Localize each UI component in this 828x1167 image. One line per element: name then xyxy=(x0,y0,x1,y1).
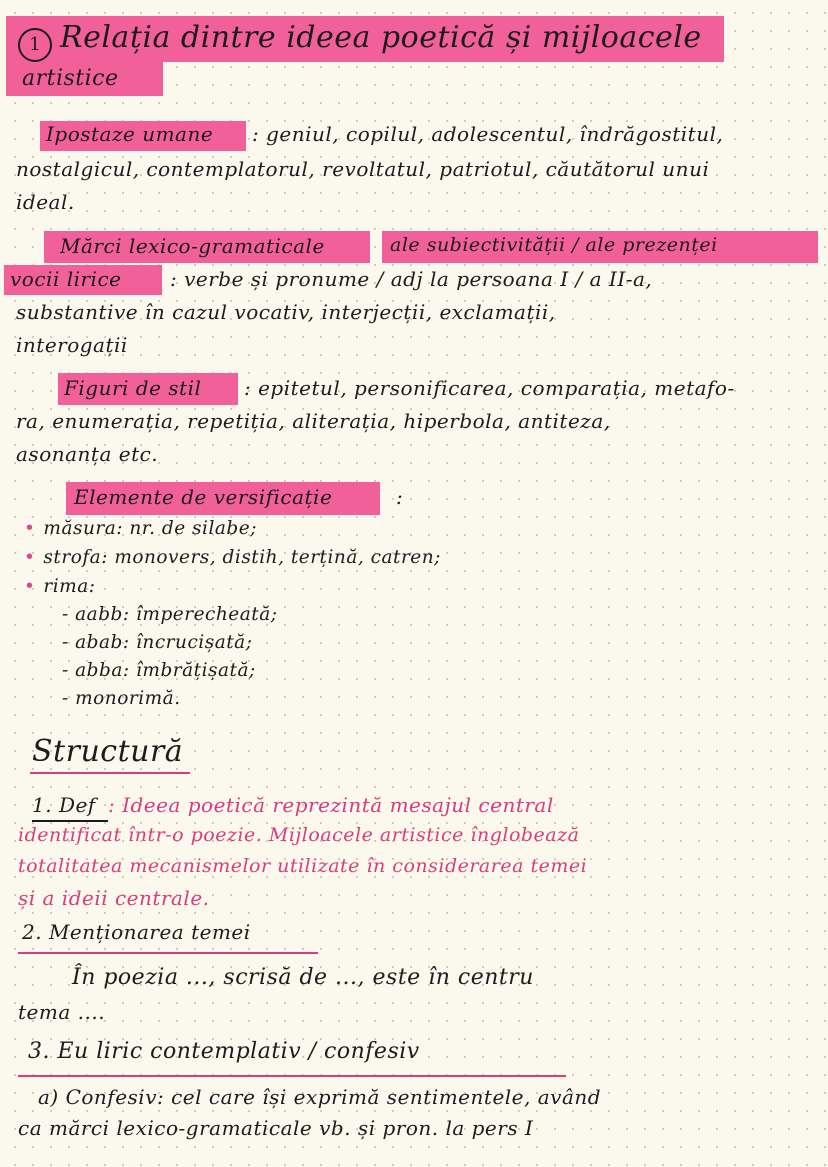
def-label-underline xyxy=(32,820,108,822)
ipostaze-line3: ideal. xyxy=(16,190,75,214)
ipostaze-label: Ipostaze umane xyxy=(46,122,214,146)
rima-abba: - abba: îmbrățișată; xyxy=(62,660,256,681)
marci-label-a: Mărci lexico-gramaticale xyxy=(60,234,325,258)
versificatie-item-rima: • rima: xyxy=(24,576,96,597)
eu-liric-line1: a) Confesiv: cel care își exprimă sentimentele, având xyxy=(38,1085,602,1109)
eu-liric-heading: 3. Eu liric contemplativ / confesiv xyxy=(28,1039,420,1064)
def-line1: : Ideea poetică reprezintă mesajul central xyxy=(108,793,554,817)
marci-label-b: ale subiectivității / ale prezenței xyxy=(390,234,718,256)
figuri-line1: : epitetul, personificarea, comparația, metafo- xyxy=(244,376,735,400)
versificatie-label: Elemente de versificație xyxy=(74,485,333,509)
figuri-line3: asonanța etc. xyxy=(16,442,159,466)
versificatie-colon: : xyxy=(396,485,404,509)
versificatie-item-strofa: • strofa: monovers, distih, terțină, catren; xyxy=(24,547,441,568)
eu-liric-line2: ca mărci lexico-gramaticale vb. și pron. la pers I xyxy=(18,1116,534,1140)
figuri-line2: ra, enumerația, repetiția, aliterația, hiperbola, antiteza, xyxy=(16,409,611,433)
rima-monorima: - monorimă. xyxy=(62,688,181,709)
def-line2: identificat într-o poezie. Mijloacele artistice înglobează xyxy=(18,824,580,846)
page-title-continued: artistice xyxy=(22,66,119,91)
marci-line2: substantive în cazul vocativ, interjecții, exclamații, xyxy=(16,300,556,324)
tema-line1: În poezia ..., scrisă de ..., este în centru xyxy=(72,965,534,990)
page-title: Relația dintre ideea poetică și mijloacele xyxy=(60,20,702,55)
versificatie-item-masura: • măsura: nr. de silabe; xyxy=(24,518,257,539)
rima-aabb: - aabb: împerecheată; xyxy=(62,604,278,625)
eu-liric-underline xyxy=(18,1075,566,1077)
tema-line2: tema .... xyxy=(18,1000,106,1024)
tema-heading: 2. Menționarea temei xyxy=(22,920,251,944)
section-number-badge: 1 xyxy=(18,28,52,62)
def-line4: și a ideii centrale. xyxy=(18,886,210,910)
marci-line3: interogații xyxy=(16,333,128,357)
figuri-label: Figuri de stil xyxy=(64,376,202,400)
structura-heading: Structură xyxy=(32,734,184,769)
def-label: 1. Def xyxy=(32,793,96,817)
ipostaze-line1: : geniul, copilul, adolescentul, îndrăgostitul, xyxy=(252,122,724,146)
def-line3: totalitatea mecanismelor utilizate în considerarea temei xyxy=(18,855,588,877)
tema-underline xyxy=(18,952,318,954)
marci-line1: : verbe și pronume / adj la persoana I / a II-a, xyxy=(170,267,653,291)
marci-label-c: vocii lirice xyxy=(10,267,122,291)
rima-abab: - abab: încrucișată; xyxy=(62,632,253,653)
ipostaze-line2: nostalgicul, contemplatorul, revoltatul, patriotul, căutătorul unui xyxy=(16,157,710,181)
structura-underline xyxy=(30,772,190,774)
